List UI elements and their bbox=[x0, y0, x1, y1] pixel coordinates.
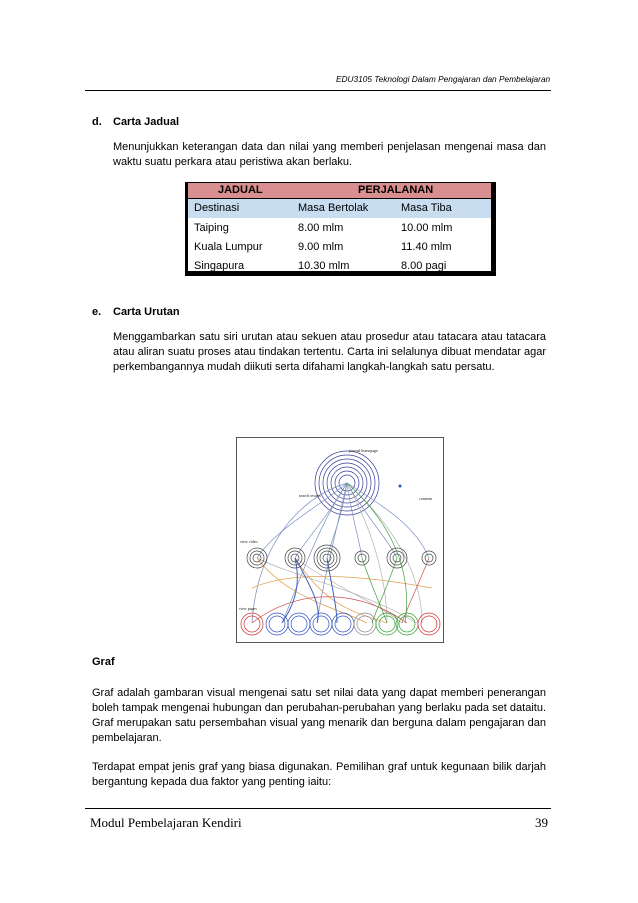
page-number: 39 bbox=[535, 815, 548, 830]
figure-label-top: journal homepage bbox=[349, 448, 378, 453]
section-graf-title: Graf bbox=[92, 656, 115, 668]
footer-title: Modul Pembelajaran Kendiri bbox=[90, 815, 242, 830]
network-graph bbox=[237, 438, 443, 642]
running-header: EDU3105 Teknologi Dalam Pengajaran dan Pembelajaran bbox=[336, 74, 551, 84]
footer-rule bbox=[85, 808, 551, 809]
table-cell: Taiping bbox=[194, 222, 229, 234]
network-graph-figure bbox=[236, 437, 444, 643]
table-cell: 8.00 pagi bbox=[401, 260, 447, 272]
figure-label-contents: contents bbox=[419, 496, 433, 501]
section-d-letter: d. bbox=[92, 116, 102, 128]
section-e-letter: e. bbox=[92, 306, 102, 318]
column-header: Masa Tiba bbox=[401, 202, 452, 214]
table-header-jadual: JADUAL bbox=[218, 184, 263, 196]
section-graf-para-1: Graf adalah gambaran visual mengenai satu set nilai data yang dapat memberi penerangan boleh tampak mengenai hubungan dan perubahan-perubahan yang berlaku pada set dataitu. Graf merupakan satu persembahan visual yang menarik dan berguna dalam pengajaran dan pembelajaran. bbox=[92, 687, 546, 744]
section-e-body: Menggambarkan satu siri urutan atau sekuen atau prosedur atau tatacara atau tatacara atau aliran suatu proses atau tindakan tertentu. Carta ini selalunya dibuat mendatar agar perkembangannya mudah diikuti serta difahami langkah-langkah satu persatu. bbox=[113, 331, 546, 373]
column-header: Masa Bertolak bbox=[298, 202, 369, 214]
table-cell: 8.00 mlm bbox=[298, 222, 344, 234]
figure-label-search: search results bbox=[299, 493, 321, 498]
table-row bbox=[188, 257, 491, 276]
section-graf-para-2: Terdapat empat jenis graf yang biasa digunakan. Pemilihan graf untuk kegunaan bilik darjah bergantung kepada dua faktor yang penting iaitu: bbox=[92, 761, 546, 788]
table-cell: 10.00 mlm bbox=[401, 222, 453, 234]
section-e-title: Carta Urutan bbox=[113, 306, 180, 318]
table-header-row bbox=[188, 183, 491, 199]
table-column-header-row bbox=[188, 199, 491, 218]
figure-label-view-pages: view pages bbox=[239, 606, 257, 611]
header-rule bbox=[85, 90, 551, 91]
section-d-body: Menunjukkan keterangan data dan nilai yang memberi penjelasan mengenai masa dan waktu suatu perkara atau peristiwa akan berlaku. bbox=[113, 141, 546, 168]
table-row bbox=[188, 238, 491, 257]
schedule-table bbox=[185, 182, 496, 276]
section-d-title: Carta Jadual bbox=[113, 116, 180, 128]
table-cell: 9.00 mlm bbox=[298, 241, 344, 253]
table-header-perjalanan: PERJALANAN bbox=[358, 184, 434, 196]
table-row bbox=[188, 219, 491, 238]
table-cell: 10.30 mlm bbox=[298, 260, 350, 272]
figure-label-view-video: view video bbox=[240, 539, 258, 544]
column-header: Destinasi bbox=[194, 202, 240, 214]
table-cell: Singapura bbox=[194, 260, 245, 272]
table-cell: 11.40 mlm bbox=[401, 241, 452, 253]
table-cell: Kuala Lumpur bbox=[194, 241, 263, 253]
